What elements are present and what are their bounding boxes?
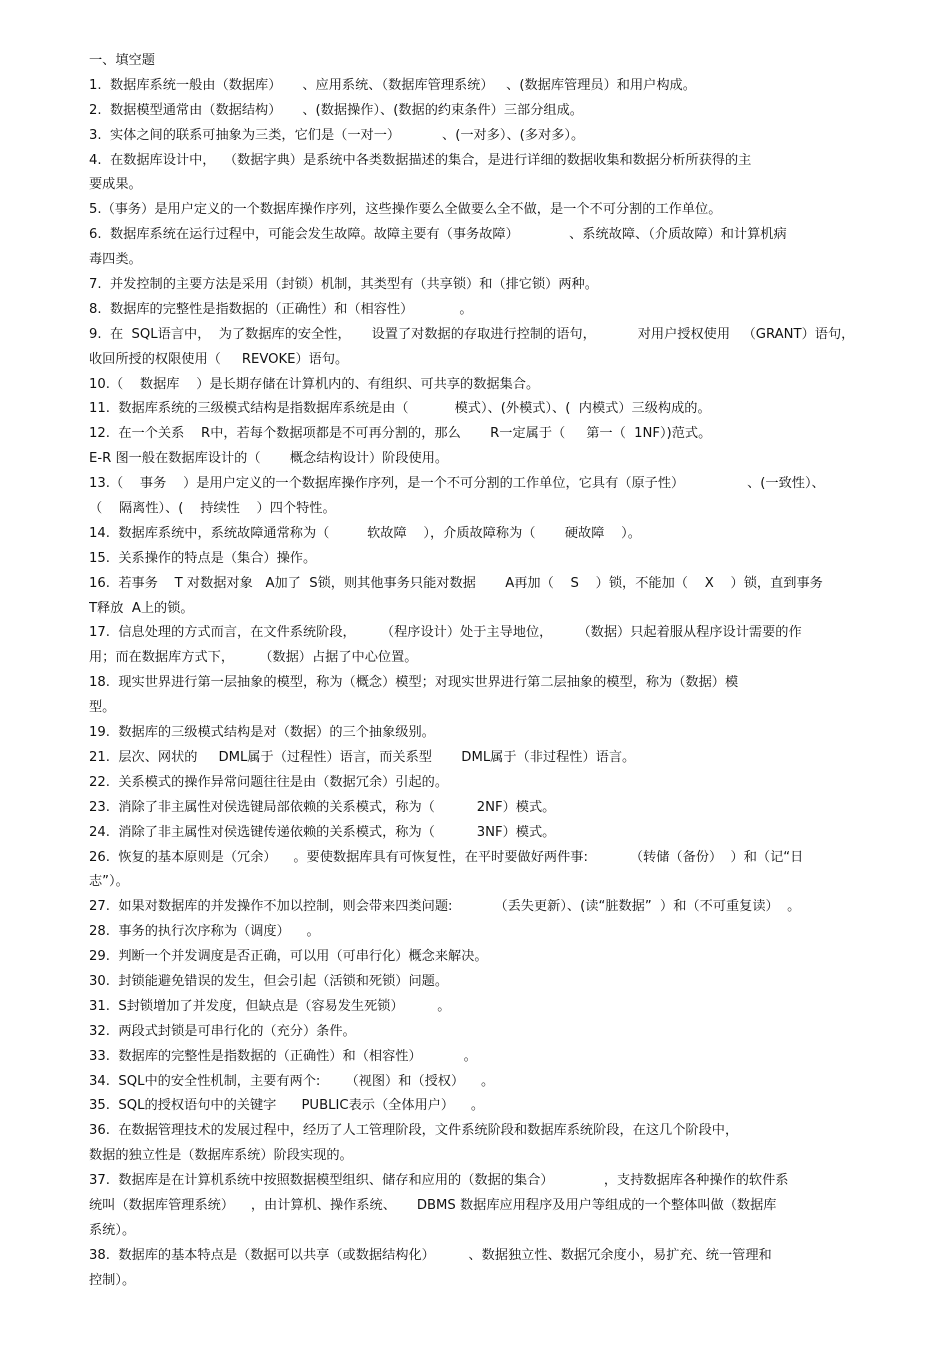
question-line: 35. SQL的授权语句中的关键字 PUBLIC表示（全体用户） 。 bbox=[89, 1098, 485, 1114]
question-line: 26. 恢复的基本原则是（冗余） 。要使数据库具有可恢复性，在平时要做好两件事: （转储（备份） ）和（记“日 bbox=[89, 849, 804, 865]
question-line: （ 隔离性）、( 持续性 ）四个特性。 bbox=[89, 501, 336, 517]
question-line: 13.（ 事务 ）是用户定义的一个数据库操作序列，是一个不可分割的工作单位，它具有（原子性） 、(一致性）、 bbox=[89, 476, 825, 492]
question-line: 5.（事务）是用户定义的一个数据库操作序列，这些操作要么全做要么全不做，是一个不可分割的工作单位。 bbox=[89, 202, 722, 218]
question-line: 11. 数据库系统的三级模式结构是指数据库系统是由（ 模式）、(外模式）、( 内模式）三级构成的。 bbox=[89, 401, 711, 417]
section-heading: 一、填空题 bbox=[89, 53, 155, 68]
question-line: 12. 在一个关系 R中，若每个数据项都是不可再分割的，那么 R一定属于（ 第一（ 1NF）)范式。 bbox=[89, 426, 712, 442]
question-line: 33. 数据库的完整性是指数据的（正确性）和（相容性） 。 bbox=[89, 1048, 477, 1064]
question-line: 28. 事务的执行次序称为（调度） 。 bbox=[89, 924, 320, 940]
question-line: 3. 实体之间的联系可抽象为三类，它们是（一对一） 、(一对多）、(多对多）。 bbox=[89, 127, 585, 143]
question-line: 系统）。 bbox=[89, 1222, 136, 1238]
question-line: 控制）。 bbox=[89, 1272, 136, 1288]
question-line: 17. 信息处理的方式而言，在文件系统阶段， （程序设计）处于主导地位， （数据）只起着服从程序设计需要的作 bbox=[89, 625, 802, 641]
question-line: 15. 关系操作的特点是（集合）操作。 bbox=[89, 550, 317, 566]
question-line: 16. 若事务 T 对数据对象 A加了 S锁，则其他事务只能对数据 A再加（ S ）锁，不能加（ X ）锁，直到事务 bbox=[89, 575, 823, 591]
question-line: 用；而在数据库方式下， （数据）占据了中心位置。 bbox=[89, 650, 418, 666]
question-line: 1. 数据库系统一般由（数据库） 、应用系统、（数据库管理系统） 、(数据库管理员）和用户构成。 bbox=[89, 77, 696, 93]
question-line: 14. 数据库系统中，系统故障通常称为（ 软故障 ），介质故障称为（ 硬故障 ）。 bbox=[89, 525, 641, 541]
question-line: 23. 消除了非主属性对侯选键局部依赖的关系模式，称为（ 2NF）模式。 bbox=[89, 799, 556, 815]
question-line: 29. 判断一个并发调度是否正确，可以用（可串行化）概念来解决。 bbox=[89, 949, 488, 965]
question-line: T释放 A上的锁。 bbox=[89, 600, 194, 616]
question-line: 收回所授的权限使用（ REVOKE）语句。 bbox=[89, 351, 349, 367]
question-line: 27. 如果对数据库的并发操作不加以控制，则会带来四类问题: （丢失更新）、(读“脏数据” ）和（不可重复读） 。 bbox=[89, 899, 801, 915]
question-line: 37. 数据库是在计算机系统中按照数据模型组织、储存和应用的（数据的集合） ，支持数据库各种操作的软件系 bbox=[89, 1173, 789, 1189]
question-line: 30. 封锁能避免错误的发生，但会引起（活锁和死锁）问题。 bbox=[89, 973, 449, 989]
question-line: 数据的独立性是（数据库系统）阶段实现的。 bbox=[89, 1148, 353, 1164]
question-line: 统叫（数据库管理系统） ，由计算机、操作系统、 DBMS 数据库应用程序及用户等组成的一个整体叫做（数据库 bbox=[89, 1197, 777, 1213]
question-line: 31. S封锁增加了并发度，但缺点是（容易发生死锁） 。 bbox=[89, 998, 451, 1014]
question-line: 22. 关系模式的操作异常问题往往是由（数据冗余）引起的。 bbox=[89, 774, 449, 790]
question-line: 21. 层次、网状的 DML属于（过程性）语言，而关系型 DML属于（非过程性）语言。 bbox=[89, 749, 636, 765]
question-line: 2. 数据模型通常由（数据结构） 、(数据操作）、(数据的约束条件）三部分组成。 bbox=[89, 102, 583, 118]
question-line: 10.（ 数据库 ）是长期存储在计算机内的、有组织、可共享的数据集合。 bbox=[89, 376, 540, 392]
question-line: 18. 现实世界进行第一层抽象的模型，称为（概念）模型；对现实世界进行第二层抽象的模型，称为（数据）模 bbox=[89, 675, 739, 691]
question-line: 36. 在数据管理技术的发展过程中，经历了人工管理阶段，文件系统阶段和数据库系统阶段，在这几个阶段中， bbox=[89, 1123, 739, 1139]
question-line: 型。 bbox=[89, 700, 116, 716]
question-line: 6. 数据库系统在运行过程中，可能会发生故障。故障主要有（事务故障） 、系统故障、（介质故障）和计算机病 bbox=[89, 227, 787, 243]
question-line: 毒四类。 bbox=[89, 252, 142, 268]
question-line: 32. 两段式封锁是可串行化的（充分）条件。 bbox=[89, 1023, 356, 1039]
question-line: 志”）。 bbox=[89, 874, 129, 890]
question-line: 9. 在 SQL语言中， 为了数据库的安全性， 设置了对数据的存取进行控制的语句， 对用户授权使用 （GRANT）语句， bbox=[89, 326, 855, 342]
question-line: 7. 并发控制的主要方法是采用（封锁）机制，其类型有（共享锁）和（排它锁）两种。 bbox=[89, 277, 598, 293]
question-line: 8. 数据库的完整性是指数据的（正确性）和（相容性） 。 bbox=[89, 301, 473, 317]
question-line: 24. 消除了非主属性对侯选键传递依赖的关系模式，称为（ 3NF）模式。 bbox=[89, 824, 556, 840]
question-line: 34. SQL中的安全性机制，主要有两个: （视图）和（授权） 。 bbox=[89, 1073, 495, 1089]
question-line: E-R 图一般在数据库设计的（ 概念结构设计）阶段使用。 bbox=[89, 451, 449, 467]
question-line: 19. 数据库的三级模式结构是对（数据）的三个抽象级别。 bbox=[89, 725, 435, 741]
question-line: 要成果。 bbox=[89, 177, 142, 193]
fill-in-blank-questions bbox=[89, 49, 909, 1294]
question-line: 4. 在数据库设计中， （数据字典）是系统中各类数据描述的集合，是进行详细的数据收集和数据分析所获得的主 bbox=[89, 152, 752, 168]
question-line: 38. 数据库的基本特点是（数据可以共享（或数据结构化） 、数据独立性、数据冗余度小，易扩充、统一管理和 bbox=[89, 1247, 772, 1263]
